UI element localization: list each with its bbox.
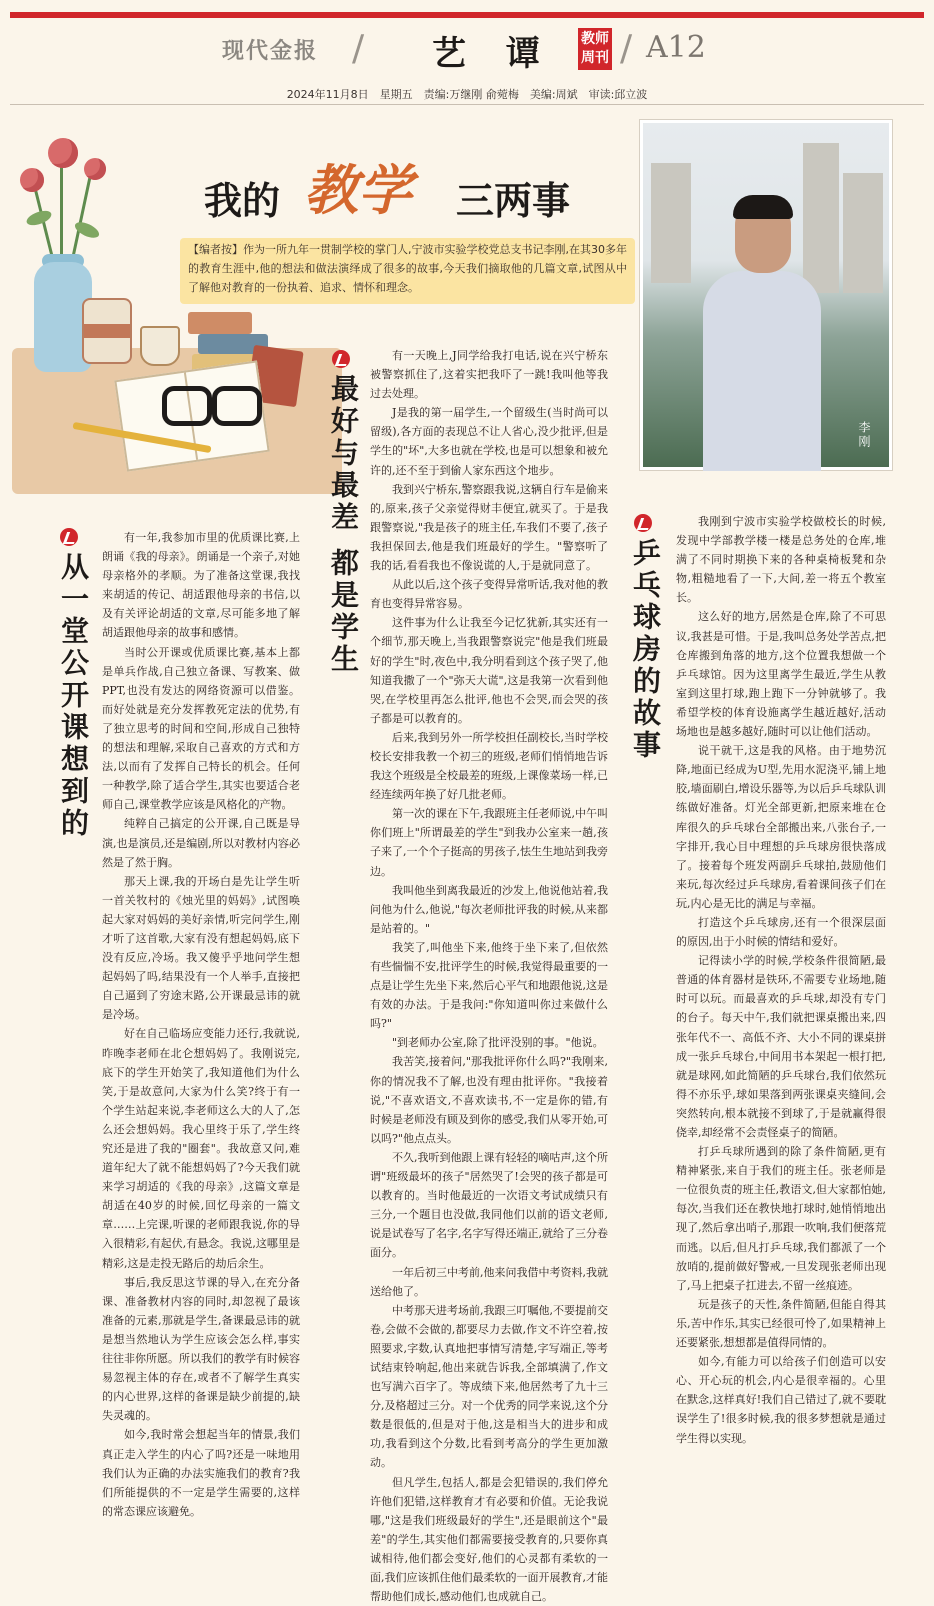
paragraph: 有一年,我参加市里的优质课比赛,上朗诵《我的母亲》。朗诵是一个亲子,对她母亲格外的孝顺。为了准备这堂课,我找来胡适的传记、胡适跟他母亲的书信,以及有关评论胡适的文章,尽可能多地了解胡适跟他母亲的故事和感情。 <box>102 531 300 640</box>
paragraph: 但凡学生,包括人,都是会犯错误的,我们停允许他们犯错,这样教育才有必要和价值。无论我说哪,"这是我们班级最好的学生",还是眼前这个"最差"的学生,其实他们都需要接受教育的,只要你真诚相待,他们都会变好,他们的心灵都有柔软的一面,我们应该抓住他们最柔软的一面开展教育,才能帮助他们成长,感动他们,也成就自己。 <box>370 1475 608 1604</box>
paragraph: 事后,我反思这节课的导入,在充分备课、准备教材内容的同时,却忽视了最该准备的元素,那就是学生,备课最忌讳的就是想当然地认为学生应该会怎么样,事实往往非你所愿。所以我们的教学有时候容易忽视主体的存在,或者不了解学生真实的内心世界,这样的备课是缺少前提的,缺失灵魂的。 <box>102 1275 300 1423</box>
paper-name: 现代金报 <box>222 39 319 64</box>
building <box>843 173 883 293</box>
person-hair <box>733 195 793 219</box>
paragraph: 好在自己临场应变能力还行,我就说,昨晚李老师在北仑想妈妈了。我刚说完,底下的学生开始笑了,我知道他们为什么笑,于是故意问,大家为什么笑?终于有一个学生站起来说,李老师这么大的人了,怎么还会想妈妈。我心里终于乐了,学生终究还是进了我的"圈套"。我故意又问,难道年纪大了就不能想妈妈了?今天我们就来学习胡适的《我的母亲》,这篇文章是胡适在40岁的时候,回忆母亲的一篇文章……上完课,听课的老师跟我说,你的导入很精彩,有起伏,有悬念。我说,这哪里是精彩,这是走投无路后的劫后余生。 <box>102 1027 300 1270</box>
section-name: 艺 谭 <box>432 34 554 74</box>
title-highlight: 教学 <box>304 158 412 222</box>
paragraph: 第一次的课在下午,我跟班主任老师说,中午叫你们班上"所谓最差的学生"到我办公室来一趟,孩子来了,一个个子挺高的男孩子,怯生生地站到我旁边。 <box>370 807 608 878</box>
article-body <box>676 512 886 1452</box>
paragraph: 我刚到宁波市实验学校做校长的时候,发现中学部教学楼一楼是总务处的仓库,堆满了不同时期换下来的各种桌椅板凳和杂物,粗糙地看了一下,大间,差一将五个教室长。 <box>676 515 886 605</box>
paragraph: J是我的第一届学生,一个留级生(当时尚可以留级),各方面的表现总不让人省心,没少批评,但是学生的"坏",大多也就在学校,也是可以想象和被允许的,还不至于到偷人家东西这个地步。 <box>370 406 608 477</box>
heading-mark-icon <box>634 514 652 532</box>
jar <box>82 298 132 364</box>
glasses-icon <box>162 386 262 422</box>
paragraph: 我叫他坐到离我最近的沙发上,他说他站着,我问他为什么,他说,"每次老师批评我的时候,从来都是站着的。" <box>370 883 608 935</box>
paragraph: 这么好的地方,居然是仓库,除了不可思议,我甚是可惜。于是,我叫总务处学苦点,把仓库搬到角落的地方,这个位置我想做一个乒乓球馆。因为这里离学生最近,学生从教室到这里打球,跑上跑下一分钟就够了。我希望学校的体育设施离学生越近越好,活动场地也是越多越好,随时可以让他们活动。 <box>676 610 886 739</box>
paragraph: 打乒乓球所遇到的除了条件简陋,更有精神紧张,来自于我们的班主任。张老师是一位很负责的班主任,教语文,但大家都怕她,每次,当我们还在教快地打球时,她悄悄地出现了,然后拿出哨子,那跟一吹响,我们便落荒而逃。以后,但凡打乒乓球,我们都派了一个放哨的,提前做好警戒,一旦发现张老师出现了,马上把桌子扛进去,不留一丝痕迹。 <box>676 1145 886 1292</box>
paragraph: "到老师办公室,除了批评没别的事。"他说。 <box>392 1036 604 1050</box>
portrait-photo <box>640 120 892 470</box>
leaf <box>25 208 54 228</box>
book-stack <box>188 312 252 334</box>
paragraph: 中考那天进考场前,我跟三叮嘱他,不要提前交卷,会做不会做的,都要尽力去做,作文不许空着,按照要求,字数,认真地把事情写清楚,字写端正,等考试结束铃响起,他出来就告诉我,全部填满了,作文也写满六百字了。等成绩下来,他居然考了九十三分,及格超过三分。对一个优秀的同学来说,这个分数是很低的,但是对于他,这是相当大的进步和成功,我看到这个分数,比看到考高分的学生更加激动。 <box>370 1303 608 1470</box>
paragraph: 一年后初三中考前,他来问我借中考资料,我就送给他了。 <box>370 1265 608 1298</box>
masthead-divider: / <box>620 28 633 69</box>
paragraph: 玩是孩子的天性,条件简陋,但能自得其乐,苦中作乐,其实已经很可怜了,如果精神上还要紧张,想想都是值得同情的。 <box>676 1297 886 1350</box>
paragraph: 有一天晚上,J同学给我打电话,说在兴宁桥东被警察抓住了,这着实把我吓了一跳!我叫他等我过去处理。 <box>370 349 608 401</box>
flower-vase-icon <box>84 158 106 180</box>
title-part: 三两事 <box>456 178 571 223</box>
paragraph: 我苦笑,接着问,"那我批评你什么吗?"我刚来,你的情况我不了解,也没有理由批评你。"我接着说,"不喜欢语文,不喜欢读书,不一定是你的错,有时候是老师没有顾及到你的感受,我们从零开始,可以吗?"他点点头。 <box>370 1055 608 1145</box>
person-body <box>703 271 821 471</box>
dateline: 2024年11月8日 星期五 责编:万继刚 俞菀梅 美编:周斌 审读:邱立波 <box>286 88 648 101</box>
editor-note: 【编者按】作为一所九年一贯制学校的掌门人,宁波市实验学校党总支书记李刚,在其30多年的教育生涯中,他的想法和做法演绎成了很多的故事,今天我们摘取他的几篇文章,试图从中了解他对教育的一份执着、追求、情怀和理念。 <box>180 238 635 304</box>
paragraph: 记得读小学的时候,学校条件很简陋,最普通的体育器材是铁环,不需要专业场地,随时可以玩。而最喜欢的乒乓球,却没有专门的台子。每天中午,我们就把课桌搬出来,四张年代不一、高低不齐、大小不同的课桌拼成一张乒乓球台,中间用书本架起一根打把,就是球网,如此简陋的乒乓球台,我们依然玩得不亦乐乎,球如果落到两张课桌夹缝间,会突然转向,根本就接不到球了,于是就赢得很侥幸,却经常不会责怪桌子的简陋。 <box>676 954 886 1139</box>
masthead-divider: / <box>352 28 365 69</box>
photo-caption: 李刚 <box>857 421 871 449</box>
paragraph: 从此以后,这个孩子变得异常听话,我对他的教育也变得异常容易。 <box>370 578 608 611</box>
article-heading: 最好与最差 都是学生 <box>327 374 360 676</box>
masthead <box>0 22 934 82</box>
flower-vase-icon <box>48 138 78 168</box>
weekly-badge: 教师周刊 <box>578 28 612 70</box>
paragraph: 我笑了,叫他坐下来,他终于坐下来了,但依然有些惴惴不安,批评学生的时候,我觉得最重要的一点是让学生先坐下来,然后心平气和地跟他说,这是有效的办法。于是我问:"你知道叫你过来做什么吗?" <box>370 940 608 1031</box>
article-heading: 乒乓球房的故事 <box>629 538 662 762</box>
paragraph: 不久,我听到他跟上课有轻轻的嘀咕声,这个所谓"班级最坏的孩子"居然哭了!会哭的孩子都是可以教育的。当时他最近的一次语文考试成绩只有三分,一个题目也没做,我同他们以前的语文老师,说是试卷写了名字,名字写得还端正,就给了三分卷面分。 <box>370 1150 608 1260</box>
paragraph: 那天上课,我的开场白是先让学生听一首关牧村的《烛光里的妈妈》,试图唤起大家对妈妈的美好亲情,听完问学生,刚才听了这首歌,大家有没有想起妈妈,底下没有反应,冷场。我又傻乎乎地问学生想起妈妈了吗,结果没有一个人举手,直接把自己逼到了穷途末路,公开课最忌讳的就是冷场。 <box>102 874 300 1022</box>
paragraph: 如今,有能力可以给孩子们创造可以安心、开心玩的机会,内心是很幸福的。心里在默念,这样真好!我们自己错过了,就不要耽误学生了!很多时候,我的很多梦想就是通过学生得以实现。 <box>676 1355 886 1445</box>
flower-stem <box>71 173 93 262</box>
heading-mark-icon <box>60 528 78 546</box>
page-title <box>150 156 650 226</box>
flower-vase-icon <box>20 168 44 192</box>
top-red-rule <box>10 12 924 18</box>
paragraph: 打造这个乒乓球房,还有一个很深层面的原因,出于小时候的情结和爱好。 <box>676 915 886 949</box>
article-body <box>370 346 608 1604</box>
cup <box>140 326 180 366</box>
paragraph: 我到兴宁桥东,警察跟我说,这辆自行车是偷来的,原来,孩子父亲觉得财丰便宜,就买了。于是我跟警察说,"我是孩子的班主任,车我们不要了,孩子我担保回去,他是我们班最好的学生。"警察听了我的话,看看我也不像说谎的人,于是就同意了。 <box>370 482 608 573</box>
flower-stem <box>60 152 63 262</box>
article-heading: 从一堂公开课想到的 <box>57 552 90 840</box>
title-part: 我的 <box>204 178 281 223</box>
paragraph: 纯粹自己搞定的公开课,自己既是导演,也是演员,还是编剧,所以对教材内容必然是了然于胸。 <box>102 817 300 869</box>
paragraph: 说干就干,这是我的风格。由于地势沉降,地面已经成为U型,先用水泥浇平,铺上地胶,墙面刷白,增设乐器等,为以后乒乓球队训练做好准备。灯光全部更新,把原来堆在仓库很久的乒乓球台全部搬出来,八张台子,一字排开,我心目中理想的乒乓球房很快落成了。接着每个班发两副乒乓球拍,鼓励他们来玩,每次经过乒乓球房,看着课间孩子们在玩,内心是无比的满足与幸福。 <box>676 744 886 910</box>
page-number: A12 <box>646 30 706 65</box>
paragraph: 这件事为什么让我至今记忆犹新,其实还有一个细节,那天晚上,当我跟警察说完"他是我们班最好的学生"时,夜色中,我分明看到这个孩子哭了,他知道我撒了一个"弥天大谎",这是我第一次看到他哭,在学校里再怎么批评,他也不会哭,而会哭的孩子都是可以教育的。 <box>370 616 608 725</box>
header-divider <box>10 104 924 105</box>
paragraph: 如今,我时常会想起当年的情景,我们真正走入学生的内心了吗?还是一味地用我们认为正确的办法实施我们的教育?我们所能提供的不一定是学生需要的,这样的常态课应该避免。 <box>102 1428 300 1518</box>
paragraph: 当时公开课或优质课比赛,基本上都是单兵作战,自己独立备课、写教案、做PPT,也没有发达的网络资源可以借鉴。而好处就是充分发挥教死定法的优势,有了独立思考的时间和空间,形成自己独特的想法和理解,采取自己喜欢的方式和方法,以而有了发挥自己特长的机会。任何一种教学,除了适合学生,其实也要适合老师自己,课堂教学应该是风格化的产物。 <box>102 645 300 812</box>
building <box>803 143 839 293</box>
article-body <box>102 528 300 1518</box>
paragraph: 后来,我到另外一所学校担任副校长,当时学校校长安排我教一个初三的班级,老师们悄悄地告诉我这个班级是全校最差的班级,上课像菜场一样,已经连续两年换了好几批老师。 <box>370 730 608 802</box>
heading-mark-icon <box>332 350 350 368</box>
building <box>651 163 691 283</box>
